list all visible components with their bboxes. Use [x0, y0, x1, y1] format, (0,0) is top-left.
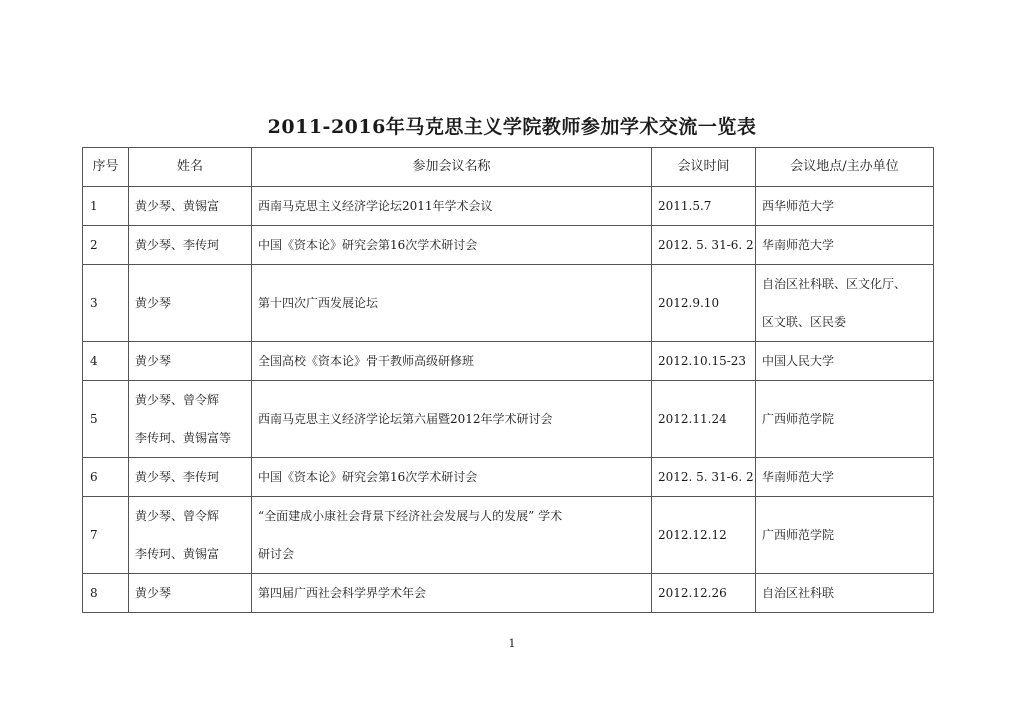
- table-row: [83, 226, 934, 265]
- cell-name: [129, 187, 252, 226]
- cell-place-line: 区文联、区民委: [762, 315, 847, 329]
- cell-name: [129, 381, 252, 458]
- header-conference: 参加会议名称: [252, 148, 652, 187]
- cell-name: [129, 574, 252, 613]
- cell-no: 6: [83, 458, 129, 497]
- cell-name-line: 黄少琴: [135, 586, 172, 600]
- cell-time: 2012.9.10: [652, 265, 756, 342]
- cell-time: 2011.5.7: [652, 187, 756, 226]
- table-row: [83, 187, 934, 226]
- cell-no: 1: [83, 187, 129, 226]
- cell-place-line: 中国人民大学: [762, 354, 835, 368]
- page-title: 2011-2016年马克思主义学院教师参加学术交流一览表: [267, 116, 757, 138]
- cell-name-line: 李传珂、黄锡富: [135, 547, 220, 561]
- cell-name-line: 黄少琴: [135, 296, 172, 310]
- cell-name: [129, 342, 252, 381]
- cell-conference-line: 研讨会: [258, 547, 295, 561]
- cell-name-line: 黄少琴、李传珂: [135, 470, 220, 484]
- cell-place-line: 西华师范大学: [762, 199, 835, 213]
- cell-conference: [252, 458, 652, 497]
- cell-conference-line: 第四届广西社会科学界学术年会: [258, 586, 427, 600]
- cell-conference: [252, 226, 652, 265]
- table-row: [83, 265, 934, 342]
- cell-no: 2: [83, 226, 129, 265]
- cell-name-line: 黄少琴、曾令辉: [135, 393, 220, 407]
- cell-place: [756, 574, 934, 613]
- table-row: [83, 497, 934, 574]
- cell-name-line: 黄少琴、曾令辉: [135, 509, 220, 523]
- cell-time: 2012. 5. 31-6. 2: [652, 226, 756, 265]
- table-row: [83, 381, 934, 458]
- cell-no: 7: [83, 497, 129, 574]
- conference-table: [82, 147, 934, 613]
- cell-place-line: 广西师范学院: [762, 412, 835, 426]
- cell-no: 5: [83, 381, 129, 458]
- cell-name: [129, 458, 252, 497]
- cell-place: [756, 381, 934, 458]
- cell-time: 2012.10.15-23: [652, 342, 756, 381]
- cell-name-line: 黄少琴、黄锡富: [135, 199, 220, 213]
- cell-conference-line: 第十四次广西发展论坛: [258, 296, 379, 310]
- cell-name: [129, 265, 252, 342]
- cell-name: [129, 497, 252, 574]
- cell-place: [756, 497, 934, 574]
- header-no: 序号: [83, 148, 129, 187]
- cell-place: [756, 226, 934, 265]
- table-body: [83, 187, 934, 613]
- cell-place: [756, 342, 934, 381]
- cell-conference-line: 全国高校《资本论》骨干教师高级研修班: [258, 354, 475, 368]
- cell-conference-line: 中国《资本论》研究会第16次学术研讨会: [258, 470, 478, 484]
- cell-name-line: 黄少琴: [135, 354, 172, 368]
- cell-conference: [252, 574, 652, 613]
- cell-name-line: 黄少琴、李传珂: [135, 238, 220, 252]
- cell-time: 2012.12.26: [652, 574, 756, 613]
- table-row: [83, 458, 934, 497]
- cell-place-line: 广西师范学院: [762, 528, 835, 542]
- cell-conference: [252, 497, 652, 574]
- cell-place-line: 自治区社科联、区文化厅、: [762, 277, 907, 291]
- cell-conference: [252, 381, 652, 458]
- cell-conference: [252, 187, 652, 226]
- cell-name: [129, 226, 252, 265]
- cell-no: 8: [83, 574, 129, 613]
- table-row: [83, 574, 934, 613]
- header-place: 会议地点/主办单位: [756, 148, 934, 187]
- cell-conference-line: 西南马克思主义经济学论坛2011年学术会议: [258, 199, 493, 213]
- cell-conference: [252, 342, 652, 381]
- header-time: 会议时间: [652, 148, 756, 187]
- cell-conference: [252, 265, 652, 342]
- cell-place: [756, 265, 934, 342]
- cell-time: 2012. 5. 31-6. 2: [652, 458, 756, 497]
- table-row: [83, 342, 934, 381]
- cell-place: [756, 187, 934, 226]
- cell-conference-line: 中国《资本论》研究会第16次学术研讨会: [258, 238, 478, 252]
- cell-time: 2012.12.12: [652, 497, 756, 574]
- page-number: 1: [508, 637, 516, 650]
- cell-place-line: 自治区社科联: [762, 586, 835, 600]
- cell-name-line: 李传珂、黄锡富等: [135, 431, 232, 445]
- cell-no: 3: [83, 265, 129, 342]
- cell-conference-line: 西南马克思主义经济学论坛第六届暨2012年学术研讨会: [258, 412, 553, 426]
- table-header-row: [83, 148, 934, 187]
- cell-time: 2012.11.24: [652, 381, 756, 458]
- cell-conference-line: “全面建成小康社会背景下经济社会发展与人的发展” 学术: [258, 509, 563, 523]
- cell-place-line: 华南师范大学: [762, 470, 835, 484]
- cell-no: 4: [83, 342, 129, 381]
- cell-place: [756, 458, 934, 497]
- cell-place-line: 华南师范大学: [762, 238, 835, 252]
- header-name: 姓名: [129, 148, 252, 187]
